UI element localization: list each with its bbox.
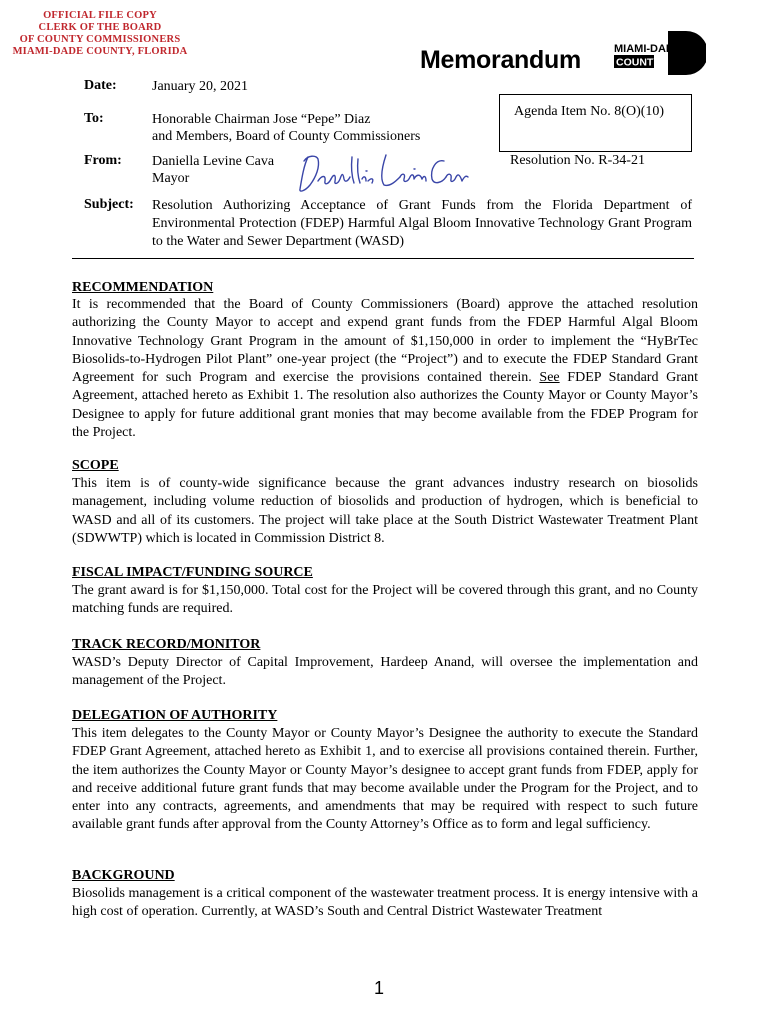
official-file-copy-stamp [10, 10, 190, 58]
subject-label: Subject: [84, 197, 134, 212]
from-label: From: [84, 153, 122, 168]
memorandum-title: Memorandum [420, 46, 581, 74]
see-reference: See [539, 370, 560, 386]
to-line: and Members, Board of County Commissioners [152, 129, 421, 144]
to-value [152, 111, 420, 145]
background-heading: BACKGROUND [72, 868, 175, 883]
from-name: Daniella Levine Cava [152, 154, 275, 169]
header-divider [72, 258, 694, 259]
background-text: Biosolids management is a critical component of the wastewater treatment process. It is energy intensive with a high cost of operation. Currently, at WASD’s South and Central District Wastewater Treatment [72, 886, 698, 920]
delegation-heading: DELEGATION OF AUTHORITY [72, 708, 278, 723]
logo-top-text: MIAMI-DADE [614, 43, 682, 55]
track-record-heading: TRACK RECORD/MONITOR [72, 637, 261, 652]
page-number: 1 [374, 978, 385, 998]
stamp-line: MIAMI-DADE COUNTY, FLORIDA [12, 46, 188, 57]
scope-heading: SCOPE [72, 458, 119, 473]
recommendation-text-after: FDEP Standard Grant Agreement, attached hereto as Exhibit 1. The resolution also authorizes the County Mayor or County Mayor’s Designee to apply for future additional grant monies that may become available from the FDEP Program for the Project. [72, 370, 698, 441]
recommendation-text [72, 296, 698, 442]
track-record-text: WASD’s Deputy Director of Capital Improvement, Hardeep Anand, will oversee the implementation and management of the Project. [72, 655, 698, 689]
from-value [152, 153, 274, 187]
handwritten-signature [296, 151, 472, 195]
stamp-line: OF COUNTY COMMISSIONERS [19, 34, 181, 45]
fiscal-impact-heading: FISCAL IMPACT/FUNDING SOURCE [72, 565, 313, 580]
to-line: Honorable Chairman Jose “Pepe” Diaz [152, 112, 371, 127]
recommendation-heading: RECOMMENDATION [72, 280, 214, 295]
resolution-number: Resolution No. R-34-21 [510, 153, 645, 168]
subject-text: Resolution Authorizing Acceptance of Grant Funds from the Florida Department of Environmental Protection (FDEP) Harmful Algal Bloom Innovative Technology Grant Program to the Water and Sewer Department (WASD) [152, 198, 692, 249]
stamp-line: OFFICIAL FILE COPY [43, 10, 157, 21]
stamp-line: CLERK OF THE BOARD [38, 22, 162, 33]
from-title: Mayor [152, 171, 190, 186]
agenda-item-number: Agenda Item No. 8(O)(10) [514, 104, 665, 119]
to-label: To: [84, 111, 104, 126]
recommendation-text-before: It is recommended that the Board of County Commissioners (Board) approve the attached resolution authorizing the County Mayor to accept and expend grant funds from the FDEP Harmful Algal Bloom Innovative Technology Grant Program in the amount of $1,150,000 in order to implement the “HyBrTec Biosolids-to-Hydrogen Pilot Plant” one-year project (the “Project”) and to execute the FDEP Standard Grant Agreement for such Program and exercise the provisions contained therein. [72, 297, 698, 386]
date-label: Date: [84, 78, 117, 93]
scope-text: This item is of county-wide significance because the grant advances industry research on biosolids management, including volume reduction of biosolids and production of hydrogen, which is beneficial to WASD and all of its customers. The project will take place at the South District Wastewater Treatment Plant (SDWWTP) which is located in Commission District 8. [72, 476, 698, 546]
logo-bottom-text: COUNTY [616, 56, 661, 69]
delegation-text: This item delegates to the County Mayor or County Mayor’s Designee the authority to execute the Standard FDEP Grant Agreement, attached hereto as Exhibit 1, and to exercise all provisions contained therein. Further, the item authorizes the County Mayor or County Mayor’s designee to accept grant funds from FDEP, apply for and receive additional future grant funds that may become available under the Program for the Project, and to enter into any contracts, agreements, and amendments that may be required with respect to such future available grant funds after approval from the County Attorney’s Office as to form and legal sufficiency. [72, 726, 698, 833]
fiscal-impact-text: The grant award is for $1,150,000. Total cost for the Project will be covered through this grant, and no County matching funds are required. [72, 583, 698, 617]
miami-dade-county-logo [612, 30, 706, 76]
date-value: January 20, 2021 [152, 79, 249, 94]
agenda-item-box [499, 94, 692, 152]
